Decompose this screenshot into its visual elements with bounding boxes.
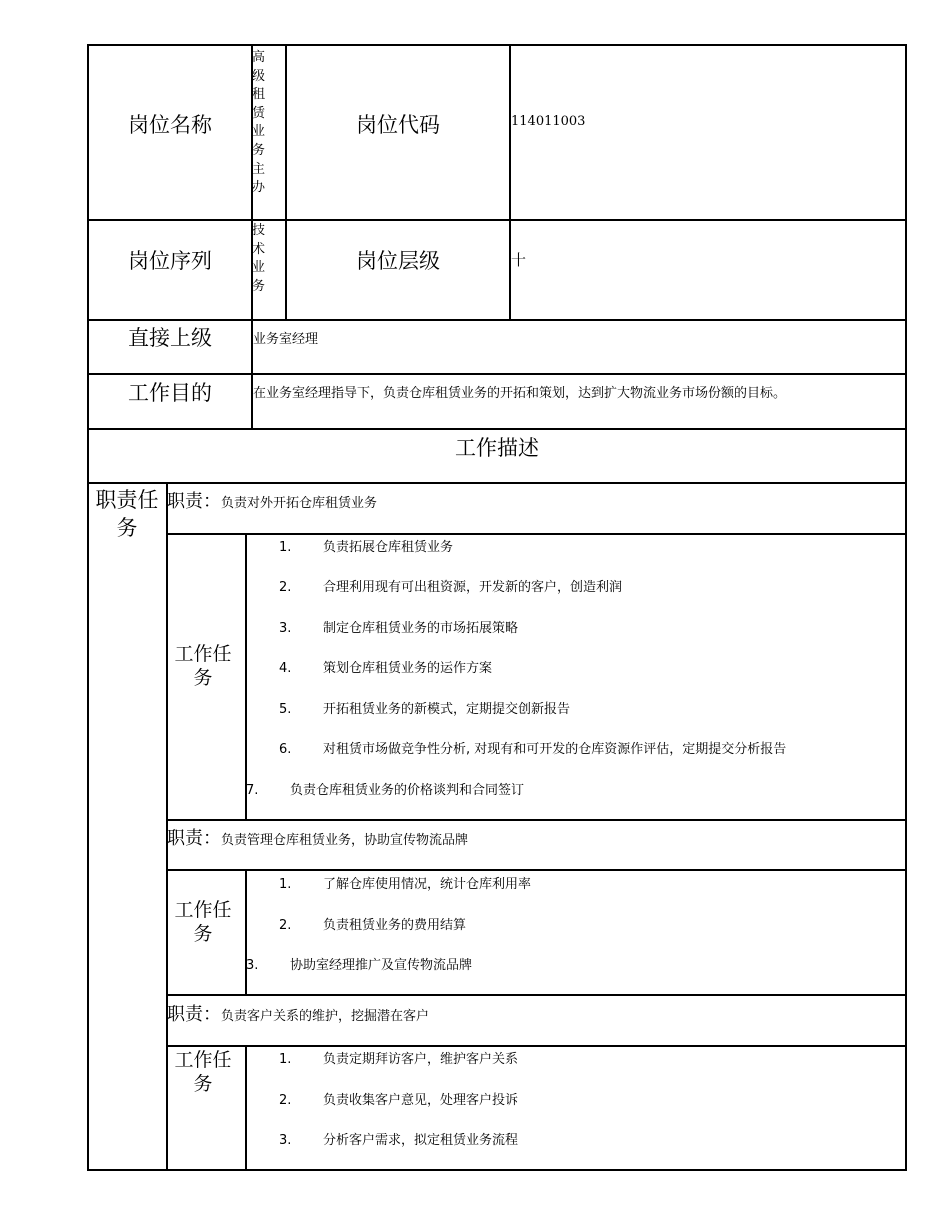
position-seq-value: 技术业务 [252,223,266,294]
task-item [279,576,622,595]
position-name-value: 高级租赁业务主办 [252,50,266,196]
task-text: 负责定期拜访客户，维护客户关系 [323,1052,519,1067]
task-text: 对租赁市场做竞争性分析, 对现有和可开发的仓库资源作评估，定期提交分析报告 [323,742,787,757]
position-code-label: 岗位代码 [356,113,440,137]
duty-2-header [167,824,468,850]
task-num: 4. [279,661,292,676]
task-text: 合理利用现有可出租资源，开发新的客户，创造利润 [323,580,623,595]
purpose-label: 工作目的 [128,381,212,405]
task-item [279,738,786,757]
position-seq-label: 岗位序列 [128,249,212,273]
col-divider [245,869,247,996]
col-divider [285,44,287,321]
task-item [279,617,518,636]
task-num: 1. [279,877,292,892]
col-divider [245,1045,247,1171]
task-num: 5. [279,702,292,717]
task-item [279,657,492,676]
row-divider [166,994,907,996]
duty-text: 负责客户关系的维护，挖掘潜在客户 [221,1009,430,1024]
position-level-label: 岗位层级 [356,249,440,273]
table-border-left [87,44,89,1171]
task-text: 负责仓库租赁业务的价格谈判和合同签订 [290,783,525,798]
task-item [246,779,524,798]
task-num: 6. [279,742,292,757]
description-title: 工作描述 [455,436,539,460]
task-text: 开拓租赁业务的新模式，定期提交创新报告 [323,702,571,717]
row-divider [166,869,907,871]
task-text: 制定仓库租赁业务的市场拓展策略 [323,621,519,636]
position-name-label: 岗位名称 [128,113,212,137]
duties-side-label: 职责任务 [95,488,159,540]
duty-1-header [167,487,377,513]
task-num: 1. [279,1052,292,1067]
task-text: 协助室经理推广及宣传物流品牌 [290,958,473,973]
table-border-bottom [87,1169,907,1171]
row-divider [87,319,907,321]
row-divider [166,533,907,535]
task-num: 3. [246,958,259,973]
task-num: 2. [279,1093,292,1108]
table-border-right [905,44,907,1171]
task-item [279,698,570,717]
duty-text: 负责管理仓库租赁业务，协助宣传物流品牌 [221,833,469,848]
purpose-value: 在业务室经理指导下，负责仓库租赁业务的开拓和策划，达到扩大物流业务市场份额的目标。 [253,386,787,401]
duty-label: 职责： [167,1004,221,1025]
position-level-value: 十 [511,251,527,269]
task-label: 工作任务 [174,1049,232,1095]
task-text: 策划仓库租赁业务的运作方案 [323,661,493,676]
row-divider [166,1045,907,1047]
superior-value: 业务室经理 [253,332,319,347]
task-num: 2. [279,580,292,595]
row-divider [87,482,907,484]
task-text: 负责租赁业务的费用结算 [323,918,467,933]
task-text: 了解仓库使用情况，统计仓库利用率 [323,877,532,892]
task-text: 负责收集客户意见，处理客户投诉 [323,1093,519,1108]
task-text: 负责拓展仓库租赁业务 [323,540,454,555]
task-item [279,1089,518,1108]
task-text: 分析客户需求，拟定租赁业务流程 [323,1133,519,1148]
task-item [279,1129,518,1148]
task-num: 3. [279,1133,292,1148]
position-code-value: 114011003 [511,114,586,129]
task-item [246,954,472,973]
duty-text: 负责对外开拓仓库租赁业务 [221,496,378,511]
col-divider [509,44,511,321]
task-label: 工作任务 [174,643,232,689]
task-label: 工作任务 [174,899,232,945]
task-item [279,536,453,555]
task-item [279,914,466,933]
row-divider [87,428,907,430]
task-num: 3. [279,621,292,636]
duty-label: 职责： [167,828,221,849]
row-divider [87,373,907,375]
superior-label: 直接上级 [128,326,212,350]
task-num: 1. [279,540,292,555]
task-num: 7. [246,783,259,798]
row-divider [87,219,907,221]
task-item [279,873,531,892]
col-divider [245,533,247,821]
task-num: 2. [279,918,292,933]
table-border-top [87,44,907,46]
duty-3-header [167,1000,429,1026]
duty-label: 职责： [167,491,221,512]
row-divider [166,819,907,821]
task-item [279,1048,518,1067]
